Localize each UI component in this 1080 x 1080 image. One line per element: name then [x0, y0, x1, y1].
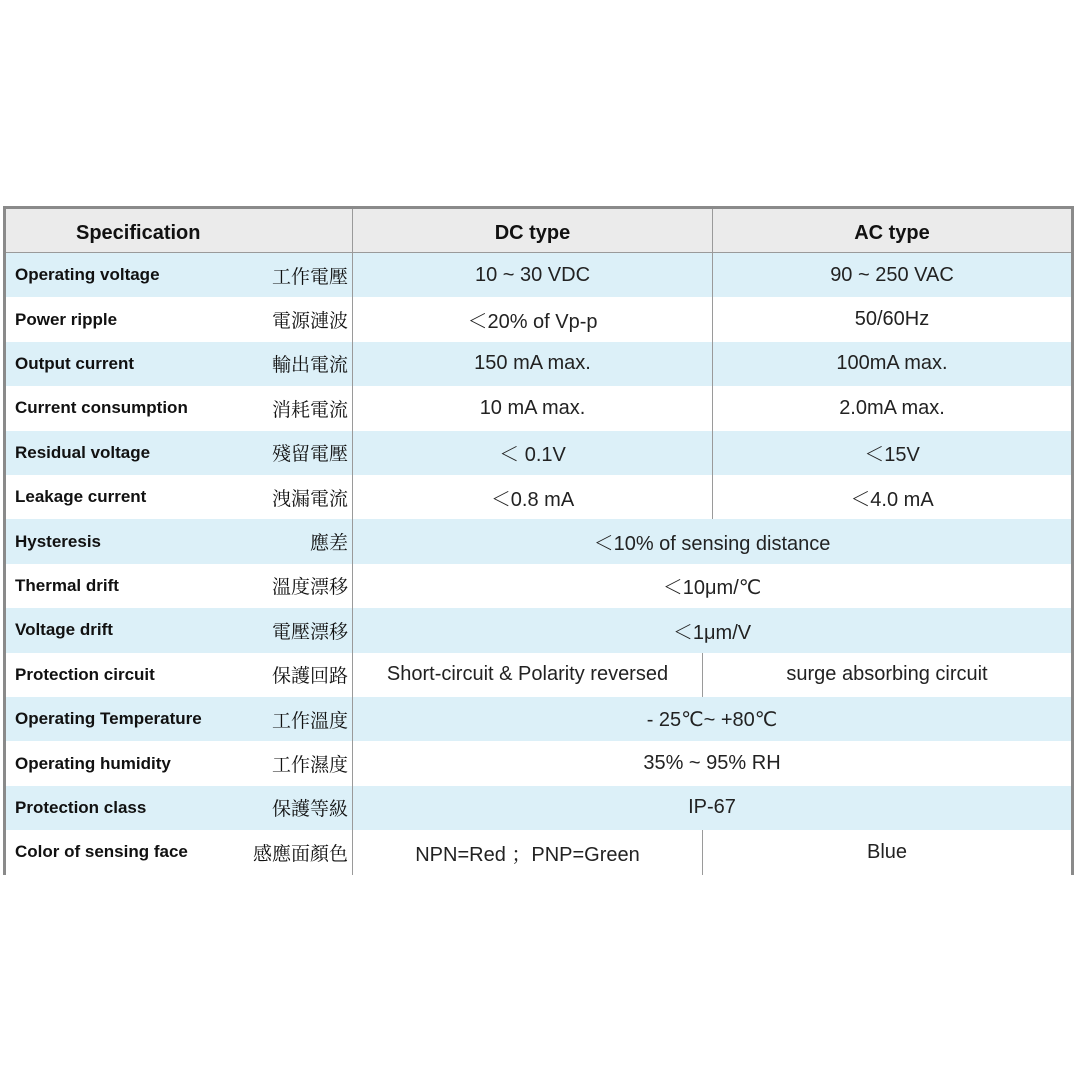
spec-value-dc: ＜ 0.1V — [499, 444, 566, 467]
header-dc-type: DC type — [352, 209, 712, 252]
spec-value-dc: 150 mA max. — [474, 352, 591, 375]
spec-value-merged: ＜10% of sensing distance — [593, 533, 831, 556]
spec-value-merged: - 25℃~ +80℃ — [646, 708, 778, 731]
spec-label-zh: 洩漏電流 — [271, 487, 348, 510]
spec-label-en: Operating humidity — [15, 753, 171, 773]
spec-label-en: Operating voltage — [15, 265, 160, 285]
spec-label-en: Hysteresis — [15, 531, 102, 551]
spec-value-ac: 50/60Hz — [854, 308, 930, 331]
spec-table — [3, 206, 1074, 875]
spec-label-en: Protection class — [15, 797, 147, 817]
header-ac-type: AC type — [712, 209, 1071, 252]
spec-value-merged: ＜1μm/V — [672, 621, 752, 644]
spec-label-zh: 工作溫度 — [271, 709, 348, 732]
spec-label-en: Residual voltage — [15, 442, 151, 462]
table-row — [6, 786, 1071, 830]
spec-label-en: Protection circuit — [15, 664, 155, 684]
spec-value-dc: 10 ~ 30 VDC — [474, 263, 591, 286]
table-row — [6, 519, 1071, 563]
spec-value-merged: 35% ~ 95% RH — [643, 752, 781, 775]
spec-value-dc: 10 mA max. — [479, 396, 586, 419]
spec-value-merged: ＜10μm/℃ — [662, 577, 762, 600]
spec-label-zh: 工作濕度 — [271, 754, 348, 777]
spec-value-ac: ＜15V — [864, 444, 920, 467]
spec-label-zh: 保護回路 — [271, 665, 348, 688]
spec-label-zh: 消耗電流 — [271, 398, 348, 421]
table-row — [6, 653, 1071, 697]
table-row — [6, 297, 1071, 341]
spec-value-ac: 90 ~ 250 VAC — [830, 263, 954, 286]
table-row — [6, 741, 1071, 785]
spec-value-dc: ＜20% of Vp-p — [467, 311, 598, 334]
spec-label-zh: 保護等級 — [271, 798, 348, 821]
table-row — [6, 564, 1071, 608]
spec-label-zh: 殘留電壓 — [271, 443, 348, 466]
spec-label-zh: 輸出電流 — [271, 354, 348, 377]
table-row — [6, 475, 1071, 519]
spec-label-zh: 電壓漂移 — [271, 620, 348, 643]
spec-value-merged: IP-67 — [688, 796, 736, 819]
spec-label-zh: 感應面顏色 — [252, 842, 348, 865]
spec-label-en: Power ripple — [15, 309, 118, 329]
spec-value-ac: 100mA max. — [836, 352, 948, 375]
spec-label-en: Operating Temperature — [15, 709, 202, 729]
table-row — [6, 608, 1071, 652]
spec-label-zh: 應差 — [309, 532, 348, 555]
spec-value-dc: Short-circuit & Polarity reversed — [386, 663, 669, 686]
table-header — [6, 209, 1071, 253]
spec-label-en: Color of sensing face — [15, 842, 188, 862]
spec-value-ac: ＜4.0 mA — [850, 488, 934, 511]
spec-value-dc: NPN=Red ；PNP=Green — [415, 843, 640, 866]
spec-label-zh: 工作電壓 — [271, 265, 348, 288]
spec-label-en: Current consumption — [15, 398, 188, 418]
spec-value-ac: Blue — [866, 840, 908, 863]
spec-label-en: Leakage current — [15, 487, 147, 507]
table-row — [6, 386, 1071, 430]
spec-label-en: Voltage drift — [15, 620, 113, 640]
table-row — [6, 342, 1071, 386]
spec-value-ac: surge absorbing circuit — [786, 663, 988, 686]
spec-value-ac: 2.0mA max. — [839, 396, 945, 419]
table-row — [6, 431, 1071, 475]
spec-label-zh: 電源漣波 — [271, 310, 348, 333]
spec-value-dc: ＜0.8 mA — [490, 488, 575, 511]
spec-label-zh: 溫度漂移 — [271, 576, 348, 599]
spec-label-en: Thermal drift — [15, 575, 119, 595]
table-row — [6, 830, 1071, 874]
table-row — [6, 697, 1071, 741]
header-specification: Specification — [76, 222, 201, 244]
table-row — [6, 253, 1071, 297]
spec-label-en: Output current — [15, 353, 134, 373]
